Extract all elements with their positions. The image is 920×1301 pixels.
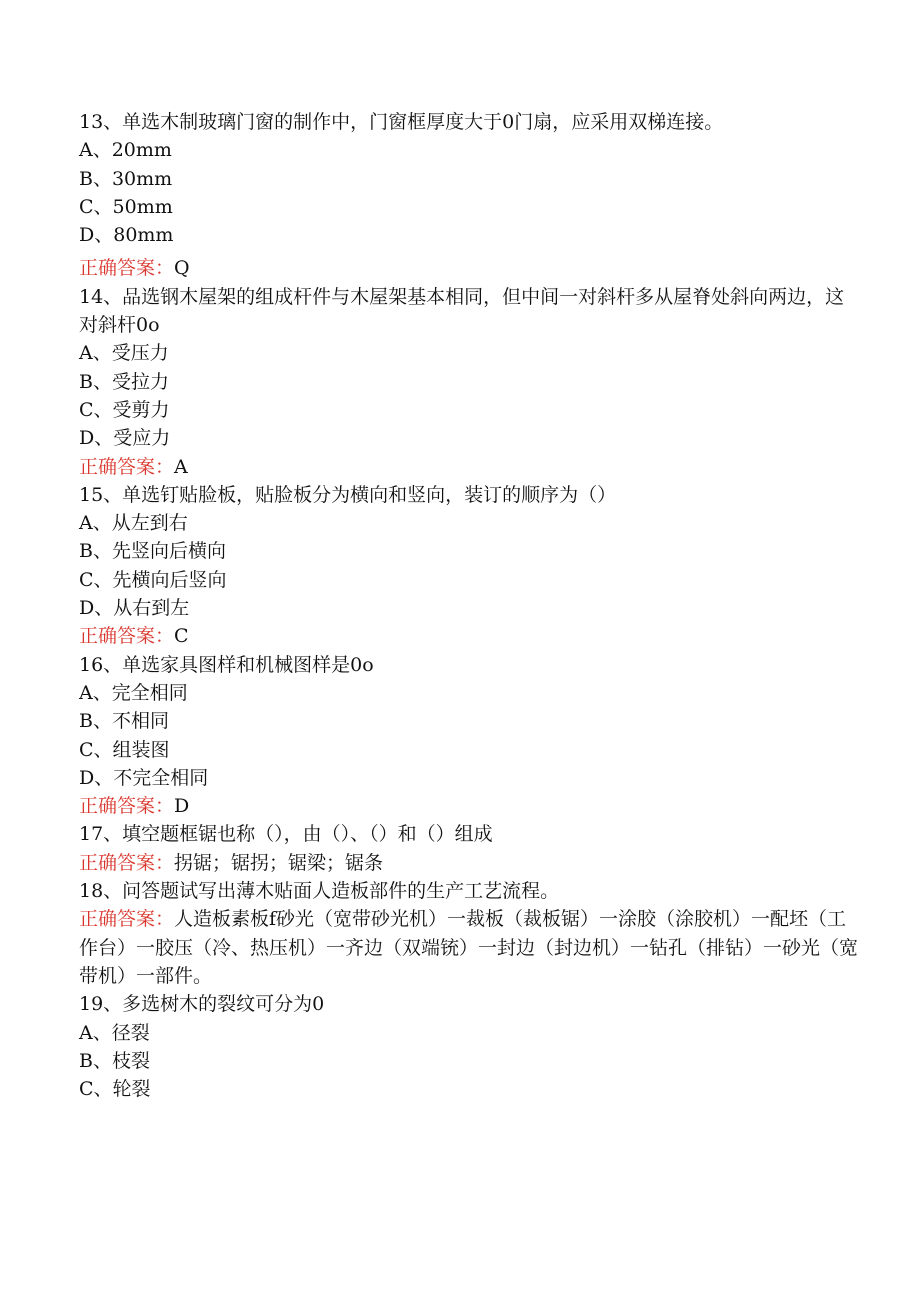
question-13-answer: [79, 254, 859, 282]
question-13-option-d: D、80mm: [79, 224, 174, 247]
question-16-answer: [79, 792, 859, 820]
answer-value: D: [174, 795, 190, 818]
question-17-answer: [79, 849, 859, 877]
answer-value: 人造板素板f砂光（宽带砂光机）一裁板（裁板锯）一涂胶（涂胶机）一配坯（工作台）一胶压（冷、热压机）一齐边（双端铳）一封边（封边机）一钻孔（排钻）一砂光（宽带机）一部件。: [79, 908, 859, 987]
question-14-option-a: A、受压力: [79, 342, 169, 365]
question-17-stem: 17、填空题框锯也称（），由（）、（）和（）组成: [79, 823, 493, 846]
question-14-option-b: B、受拉力: [79, 370, 169, 393]
question-19-option-b: B、枝裂: [79, 1049, 150, 1072]
answer-value: Q: [174, 257, 190, 280]
question-19-option-c: C、轮裂: [79, 1078, 151, 1101]
question-13-option-b: B、30mm: [79, 167, 173, 190]
question-16-stem: 16、单选家具图样和机械图样是0o: [79, 653, 374, 676]
question-16-option-c: C、组装图: [79, 738, 170, 761]
question-15-option-a: A、从左到右: [79, 512, 188, 535]
question-16-option-d: D、不完全相同: [79, 766, 209, 789]
answer-value: C: [174, 625, 189, 648]
question-14-option-c: C、受剪力: [79, 398, 170, 421]
question-15-answer: [79, 622, 859, 650]
question-15-stem: 15、单选钉贴脸板，贴脸板分为横向和竖向，装订的顺序为（）: [79, 483, 617, 506]
answer-label: 正确答案：: [79, 795, 175, 818]
question-16-option-b: B、不相同: [79, 710, 169, 733]
question-13-stem: 13、单选木制玻璃门窗的制作中，门窗框厚度大于0门扇，应采用双梯连接。: [79, 111, 724, 133]
answer-label: 正确答案：: [79, 257, 175, 280]
question-15-option-b: B、先竖向后横向: [79, 540, 226, 563]
answer-label: 正确答案：: [79, 908, 175, 931]
answer-value: A: [174, 455, 188, 478]
question-14-stem: 14、品选钢木屋架的组成杆件与木屋架基本相同，但中间一对斜杆多从屋脊处斜向两边，这对斜杆0o: [79, 285, 845, 337]
question-19-stem: 19、多选树木的裂纹可分为0: [79, 993, 325, 1016]
question-13-option-c: C、50mm: [79, 195, 173, 218]
question-13-option-a: A、20mm: [79, 139, 172, 162]
answer-value: 拐锯；锯拐；锯梁；锯条: [174, 851, 384, 874]
question-15-option-d: D、从右到左: [79, 597, 190, 620]
document-body: [79, 108, 859, 1103]
answer-label: 正确答案：: [79, 625, 175, 648]
question-14-answer: [79, 453, 859, 481]
question-16-option-a: A、完全相同: [79, 681, 188, 704]
question-19-option-a: A、径裂: [79, 1021, 150, 1044]
question-14-option-d: D、受应力: [79, 427, 171, 450]
question-18-stem: 18、问答题试写出薄木贴面人造板部件的生产工艺流程。: [79, 880, 560, 903]
question-18-answer: [79, 905, 859, 990]
question-15-option-c: C、先横向后竖向: [79, 568, 227, 591]
answer-label: 正确答案：: [79, 455, 175, 478]
answer-label: 正确答案：: [79, 851, 175, 874]
